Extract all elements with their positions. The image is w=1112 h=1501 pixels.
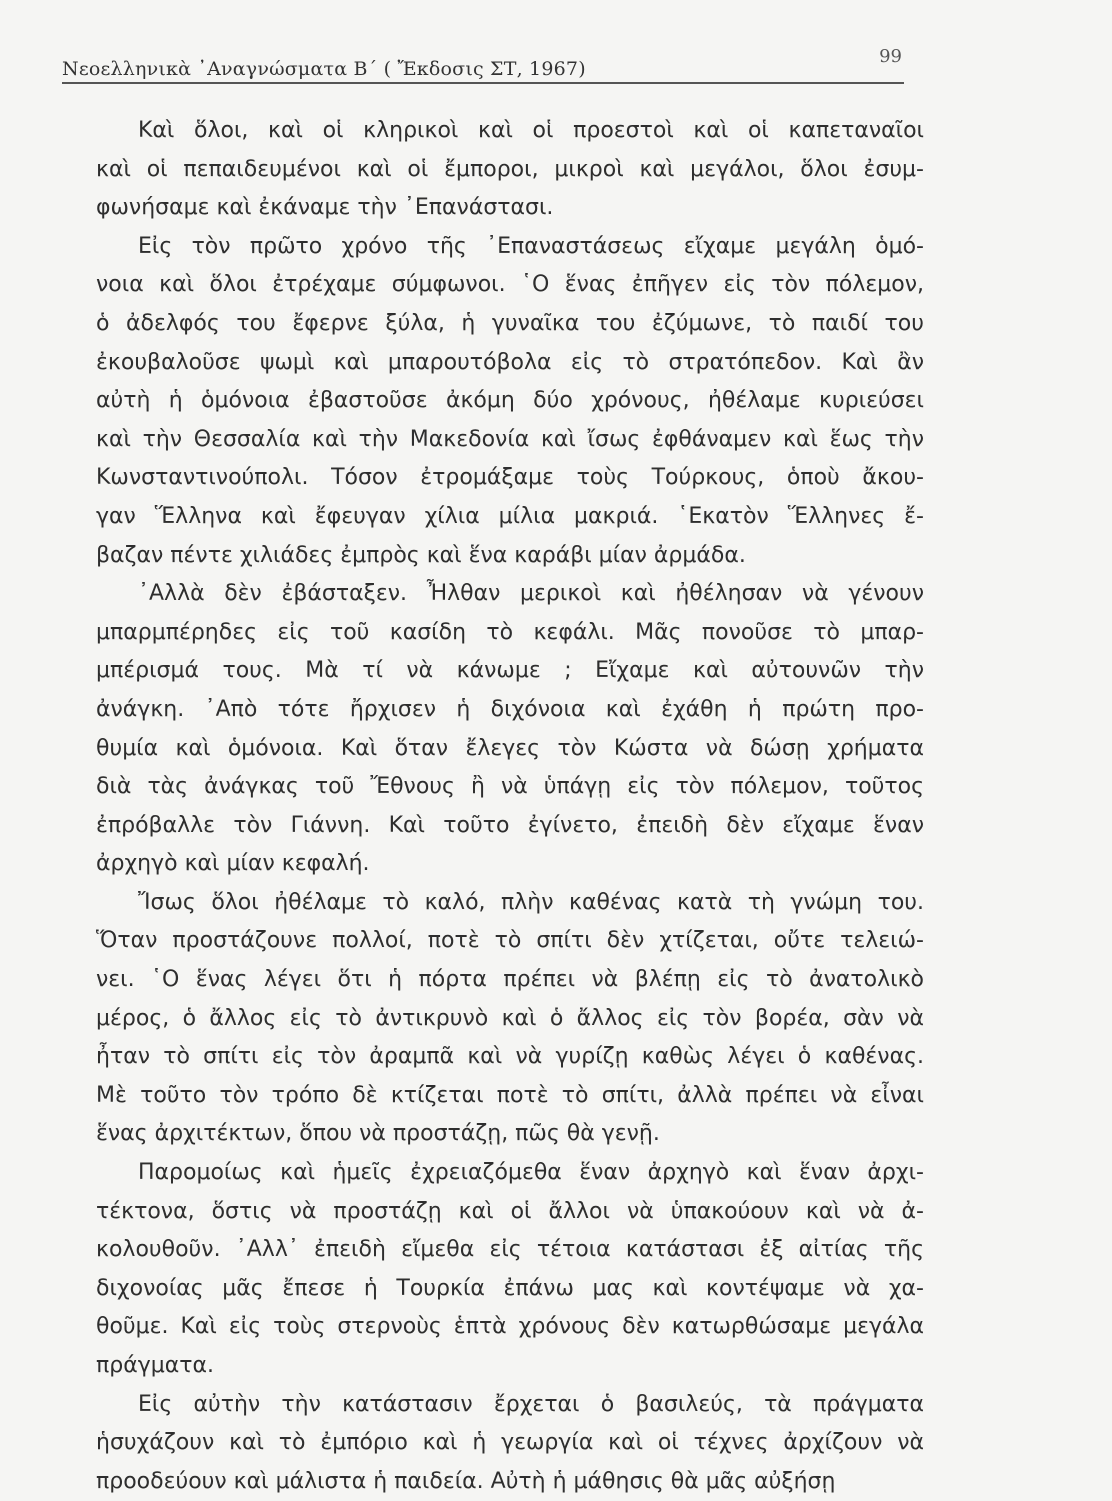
- text-line: διχονοίας μᾶς ἔπεσε ἡ Τουρκία ἐπάνω μας καὶ κοντέψαμε νὰ χα-: [96, 1275, 924, 1301]
- text-line: Μὲ τοῦτο τὸν τρόπο δὲ κτίζεται ποτὲ τὸ σπίτι, ἀλλὰ πρέπει νὰ εἶναι: [96, 1082, 924, 1108]
- paragraph: [96, 1154, 924, 1386]
- text-line: θυμία καὶ ὁμόνοια. Καὶ ὅταν ἔλεγες τὸν Κώστα νὰ δώσῃ χρήματα: [96, 735, 924, 761]
- text-line: μπαρμπέρηδες εἰς τοῦ κασίδη τὸ κεφάλι. Μᾶς πονοῦσε τὸ μπαρ-: [96, 619, 924, 645]
- paragraph: [96, 1386, 924, 1501]
- text-line: νει. ῾Ο ἕνας λέγει ὅτι ἡ πόρτα πρέπει νὰ βλέπῃ εἰς τὸ ἀνατολικὸ: [96, 967, 924, 993]
- text-line: ἀρχηγὸ καὶ μίαν κεφαλή.: [96, 851, 370, 877]
- text-line: μπέρισμά τους. Μὰ τί νὰ κάνωμε ; Εἴχαμε καὶ αὐτουνῶν τὴν: [96, 658, 924, 684]
- text-line: ᾿Αλλὰ δὲν ἐβάσταξεν. Ἦλθαν μερικοὶ καὶ ἠθέλησαν νὰ γένουν: [138, 581, 924, 607]
- text-line: γαν Ἕλληνα καὶ ἔφευγαν χίλια μίλια μακριά. ῾Εκατὸν Ἕλληνες ἔ-: [96, 503, 924, 529]
- text-line: Εἰς τὸν πρῶτο χρόνο τῆς ᾿Επαναστάσεως εἴχαμε μεγάλη ὁμό-: [138, 233, 924, 259]
- text-line: Ὅταν προστάζουνε πολλοί, ποτὲ τὸ σπίτι δὲν χτίζεται, οὔτε τελειώ-: [96, 928, 924, 954]
- text-line: νοια καὶ ὅλοι ἐτρέχαμε σύμφωνοι. ῾Ο ἕνας ἐπῆγεν εἰς τὸν πόλεμον,: [96, 272, 924, 298]
- paragraph: [96, 884, 924, 1154]
- paragraph: [96, 228, 924, 575]
- text-line: ἦταν τὸ σπίτι εἰς τὸν ἀραμπᾶ καὶ νὰ γυρίζῃ καθὼς λέγει ὁ καθένας.: [96, 1044, 924, 1070]
- text-line: θοῦμε. Καὶ εἰς τοὺς στερνοὺς ἑπτὰ χρόνους δὲν κατωρθώσαμε μεγάλα: [96, 1314, 924, 1340]
- text-line: προοδεύουν καὶ μάλιστα ἡ παιδεία. Αὐτὴ ἡ μάθησις θὰ μᾶς αὐξήσῃ: [96, 1468, 836, 1494]
- header-rule: [62, 82, 904, 84]
- text-line: καὶ τὴν Θεσσαλία καὶ τὴν Μακεδονία καὶ ἴσως ἐφθάναμεν καὶ ἕως τὴν: [96, 426, 924, 452]
- text-line: ἕνας ἀρχιτέκτων, ὅπου νὰ προστάζῃ, πῶς θὰ γενῇ.: [96, 1121, 660, 1147]
- running-header: [62, 46, 904, 88]
- text-line: ὁ ἀδελφός του ἔφερνε ξύλα, ἡ γυναῖκα του ἐζύμωνε, τὸ παιδί του: [96, 310, 924, 336]
- text-line: ἐπρόβαλλε τὸν Γιάννη. Καὶ τοῦτο ἐγίνετο, ἐπειδὴ δὲν εἴχαμε ἕναν: [96, 812, 924, 838]
- body-text: [96, 112, 924, 1501]
- page-number: 99: [879, 46, 902, 67]
- text-line: Κωνσταντινούπολι. Τόσον ἐτρομάξαμε τοὺς Τούρκους, ὁποὺ ἄκου-: [96, 465, 924, 491]
- text-line: καὶ οἱ πεπαιδευμένοι καὶ οἱ ἔμποροι, μικροὶ καὶ μεγάλοι, ὅλοι ἐσυμ-: [96, 156, 924, 182]
- text-line: μέρος, ὁ ἄλλος εἰς τὸ ἀντικρυνὸ καὶ ὁ ἄλλος εἰς τὸν βορέα, σὰν νὰ: [96, 1005, 924, 1031]
- text-line: τέκτονα, ὅστις νὰ προστάζῃ καὶ οἱ ἄλλοι νὰ ὑπακούουν καὶ νὰ ἀ-: [96, 1198, 924, 1224]
- text-line: Ἴσως ὅλοι ἠθέλαμε τὸ καλό, πλὴν καθένας κατὰ τὴ γνώμη του.: [138, 889, 924, 915]
- text-line: Καὶ ὅλοι, καὶ οἱ κληρικοὶ καὶ οἱ προεστοὶ καὶ οἱ καπεταναῖοι: [138, 118, 924, 143]
- text-line: Εἰς αὐτὴν τὴν κατάστασιν ἔρχεται ὁ βασιλεύς, τὰ πράγματα: [138, 1391, 924, 1417]
- text-line: βαζαν πέντε χιλιάδες ἐμπρὸς καὶ ἕνα καράβι μίαν ἀρμάδα.: [96, 542, 746, 568]
- text-line: Παρομοίως καὶ ἡμεῖς ἐχρειαζόμεθα ἕναν ἀρχηγὸ καὶ ἕναν ἀρχι-: [138, 1160, 924, 1186]
- text-line: ἀνάγκη. ᾿Απὸ τότε ἤρχισεν ἡ διχόνοια καὶ ἐχάθη ἡ πρώτη προ-: [96, 696, 924, 722]
- text-line: φωνήσαμε καὶ ἐκάναμε τὴν ᾿Επανάστασι.: [96, 195, 554, 221]
- running-header-title: Νεοελληνικὰ ᾿Αναγνώσματα Β΄ ( Ἔκδοσις ΣΤ, 1967): [62, 58, 586, 80]
- text-line: διὰ τὰς ἀνάγκας τοῦ Ἔθνους ἢ νὰ ὑπάγῃ εἰς τὸν πόλεμον, τοῦτος: [96, 774, 924, 800]
- text-line: ἐκουβαλοῦσε ψωμὶ καὶ μπαρουτόβολα εἰς τὸ στρατόπεδον. Καὶ ἂν: [96, 349, 924, 375]
- text-line: ἡσυχάζουν καὶ τὸ ἐμπόριο καὶ ἡ γεωργία καὶ οἱ τέχνες ἀρχίζουν νὰ: [96, 1430, 924, 1456]
- paragraph: [96, 112, 924, 228]
- text-line: αὐτὴ ἡ ὁμόνοια ἐβαστοῦσε ἀκόμη δύο χρόνους, ἠθέλαμε κυριεύσει: [96, 388, 924, 414]
- text-line: πράγματα.: [96, 1353, 214, 1378]
- paragraph: [96, 575, 924, 884]
- text-line: κολουθοῦν. ᾿Αλλ᾿ ἐπειδὴ εἴμεθα εἰς τέτοια κατάστασι ἐξ αἰτίας τῆς: [96, 1237, 924, 1263]
